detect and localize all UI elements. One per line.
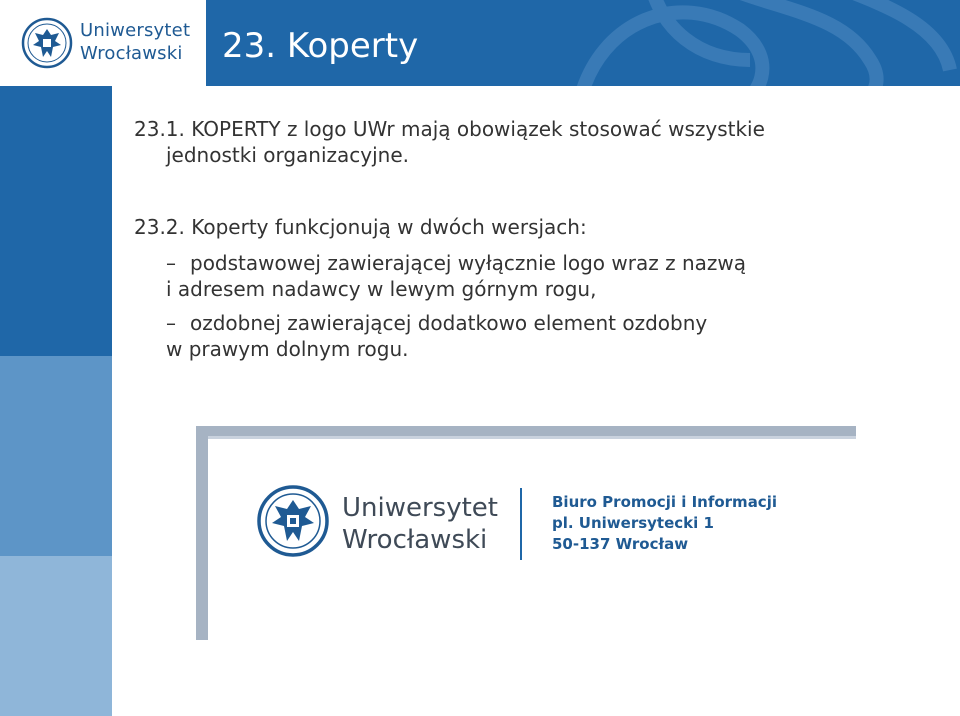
envelope-logo-line-1: Uniwersytet	[342, 493, 498, 523]
page-title: 23. Koperty	[222, 26, 419, 66]
version-list	[134, 250, 934, 362]
list-item-line-2: i adresem nadawcy w lewym górnym rogu,	[166, 277, 597, 301]
envelope-preview	[196, 426, 856, 640]
address-line-3: 50-137 Wrocław	[552, 535, 689, 553]
address-line-2: pl. Uniwersytecki 1	[552, 514, 714, 532]
paragraph-1-line-2: jednostki organizacyjne.	[166, 143, 409, 167]
list-dash: –	[166, 251, 176, 275]
logo-line-2: Wrocławski	[80, 43, 183, 64]
logo-line-1: Uniwersytet	[80, 20, 191, 41]
header-logo	[0, 0, 206, 86]
title-bar	[206, 0, 960, 86]
envelope-logo-line-2: Wrocławski	[342, 525, 488, 555]
stripe-dark	[0, 86, 112, 356]
sender-address	[552, 492, 777, 555]
envelope-divider	[520, 488, 522, 560]
stripe-mid	[0, 356, 112, 556]
paragraph-1	[134, 116, 934, 168]
list-item-line-1: podstawowej zawierającej wyłącznie logo wraz z nazwą	[190, 251, 746, 275]
list-item	[166, 250, 934, 302]
stripe-light	[0, 556, 112, 716]
envelope-emblem-icon	[256, 482, 330, 560]
university-emblem-icon	[21, 17, 73, 69]
paragraph-2: 23.2. Koperty funkcjonują w dwóch wersjach:	[134, 215, 587, 239]
decorative-swirl-icon	[540, 0, 960, 86]
left-stripe	[0, 86, 112, 716]
envelope-wordmark	[342, 492, 498, 556]
list-item-line-1: ozdobnej zawierającej dodatkowo element ozdobny	[190, 311, 708, 335]
paragraph-1-line-1: 23.1. KOPERTY z logo UWr mają obowiązek stosować wszystkie	[134, 117, 765, 141]
list-item-line-2: w prawym dolnym rogu.	[166, 337, 409, 361]
content	[134, 116, 934, 370]
list-dash: –	[166, 311, 176, 335]
list-item	[166, 310, 934, 362]
logo-wordmark	[80, 19, 190, 65]
address-line-1: Biuro Promocji i Informacji	[552, 493, 777, 511]
